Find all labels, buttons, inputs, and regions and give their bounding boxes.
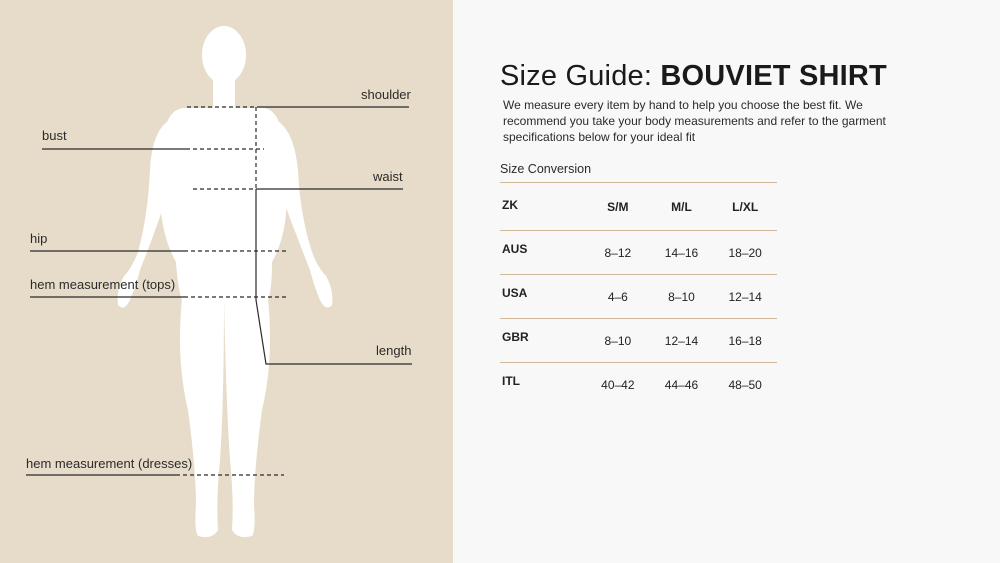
column-header: L/XL [713,183,777,231]
hem-tops-label: hem measurement (tops) [30,277,176,292]
column-header: S/M [586,183,650,231]
waist-label: waist [373,169,403,184]
table-cell: 14–16 [650,231,714,275]
table-row [500,231,777,275]
table-cell: 8–10 [586,319,650,363]
row-label: AUS [500,231,586,275]
table-cell: 12–14 [713,275,777,319]
table-cell: 44–46 [650,363,714,407]
title-light: Size Guide: [500,60,653,92]
section-label: Size Conversion [500,162,592,176]
row-label: GBR [500,319,586,363]
table-row [500,319,777,363]
table-header-row [500,183,777,231]
intro-text: We measure every item by hand to help you choose the best fit. We recommend you take your body measurements and refer to the garment specifications below for your ideal fit [503,98,886,144]
row-label: USA [500,275,586,319]
table-cell: 18–20 [713,231,777,275]
page-title [500,60,887,93]
shoulder-label: shoulder [361,87,411,102]
column-header: ZK [500,183,586,231]
hem-dresses-label: hem measurement (dresses) [26,456,193,471]
table-cell: 8–10 [650,275,714,319]
bust-label: bust [42,128,67,143]
title-product: BOUVIET SHIRT [660,60,887,92]
hip-label: hip [30,231,48,246]
table-cell: 48–50 [713,363,777,407]
table-cell: 16–18 [713,319,777,363]
table-row [500,275,777,319]
table-cell: 8–12 [586,231,650,275]
column-header: M/L [650,183,714,231]
table-cell: 4–6 [586,275,650,319]
length-label: length [376,343,412,358]
table-cell: 12–14 [650,319,714,363]
row-label: ITL [500,363,586,407]
table-cell: 40–42 [586,363,650,407]
body-diagram-panel [0,0,453,563]
size-guide-panel [453,0,1000,563]
size-conversion-table [500,182,777,406]
table-row [500,363,777,407]
